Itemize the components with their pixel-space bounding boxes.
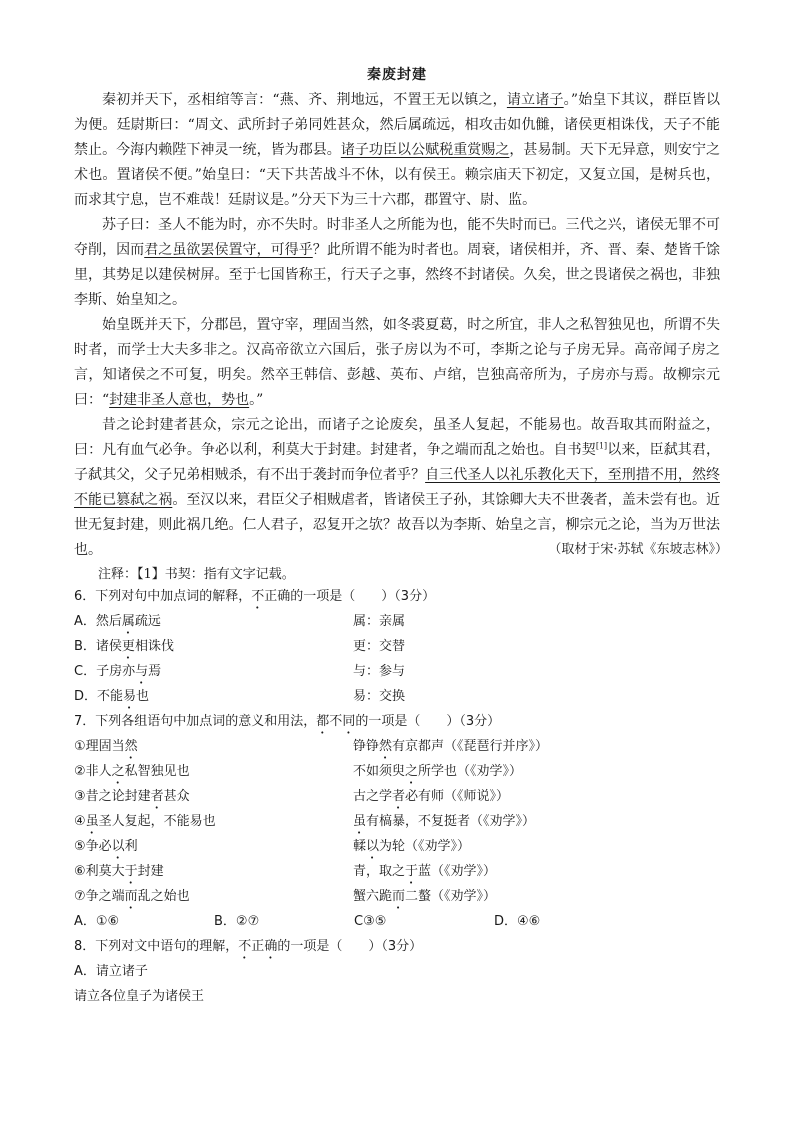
question-6-option (74, 634, 724, 659)
text-run: D．不能 (74, 689, 124, 704)
pair-right (353, 809, 535, 837)
dotted-word: 者 (150, 789, 164, 804)
dotted-word: 更 (121, 639, 135, 654)
text-run: 铮铮 (353, 739, 380, 754)
text-run: B．诸侯 (74, 639, 122, 654)
passage-paragraph (74, 313, 720, 413)
dotted-word: 之 (111, 764, 125, 779)
answer-choice: B．②⑦ (214, 914, 260, 929)
text-run: 的一项是（ ）（3分） (277, 939, 423, 954)
text-run: 为轮（《劝学》） (379, 839, 471, 854)
text-run: 蓝（《劝学》） (418, 864, 497, 879)
underlined-sentence: 自三代圣人以礼乐教化天下，至刑措不用，然终不能已篡弑之祸 (74, 467, 720, 508)
text-run: 相诛伐 (134, 639, 174, 654)
text-run: 古之学 (353, 789, 393, 804)
option-sentence (74, 664, 161, 679)
dotted-word: 不 (238, 939, 252, 954)
text-run: A．然后 (74, 614, 122, 629)
pair-right (353, 834, 470, 862)
question-7-pair (74, 859, 724, 884)
question-8-option-a: A．请立诸子 (74, 964, 148, 979)
text-run: ③昔之论封建 (74, 789, 151, 804)
text-run: 不 (329, 714, 343, 729)
underlined-sentence: 请立诸子 (506, 92, 564, 108)
option-explanation: 更：交替 (353, 639, 406, 654)
underlined-sentence: 封建非圣人意也，势也 (109, 392, 250, 408)
option-explanation: 属：亲属 (353, 614, 406, 629)
text-run: 蟹六跪 (353, 889, 393, 904)
dotted-word: 属 (121, 614, 135, 629)
text-run: 二螯（《劝学》） (405, 889, 497, 904)
underlined-sentence: 君之虽欲罢侯置守，可得乎 (144, 242, 313, 258)
text-run: ①理固当 (74, 739, 125, 754)
question-6-option (74, 609, 724, 634)
pair-left (74, 864, 164, 879)
dotted-word: 以 (111, 839, 125, 854)
passage (74, 88, 720, 563)
text-run: ②非人 (74, 764, 112, 779)
text-run: 6．下列对句中加点词的解释， (74, 589, 252, 604)
footnote: 注释：【1】书契：指有文字记载。 (98, 567, 295, 582)
text-run: ⑥利莫大 (74, 864, 125, 879)
text-run: 所学也（《劝学》） (418, 764, 523, 779)
dotted-word: 于 (124, 864, 138, 879)
text-run: ④ (74, 814, 86, 829)
pair-left (74, 814, 216, 829)
answer-choice: C③⑤ (354, 914, 387, 929)
pair-right (353, 759, 522, 787)
text-run: 有京都声（《琵琶行并序》） (392, 739, 549, 754)
question-6-option (74, 684, 724, 709)
text-run: 昔之论封建者甚众，宗元之论出，而诸子之论废矣，虽圣人复起，不能易也。故吾取其而附益之，曰：凡有血气必争。争必以利，利莫大于封建。封建者，争之端而乱之始也。自书契 (74, 417, 720, 458)
questions (74, 584, 724, 1009)
question-7-pair (74, 734, 724, 759)
dotted-word: 不 (251, 589, 265, 604)
text-run: 甚众 (163, 789, 190, 804)
text-run: 以来，臣弑其君，子弑其父，父子兄弟相贼杀，有不出于袭封而争位者乎？ (74, 442, 720, 483)
text-run: 正确的一项是（ ）（3分） (264, 589, 436, 604)
question-6-option (74, 659, 724, 684)
dotted-word: 虽 (353, 814, 367, 829)
dotted-word: 然 (124, 739, 138, 754)
question-7-stem (74, 709, 724, 734)
question-7-pair (74, 784, 724, 809)
text-run: 不如须臾 (353, 764, 406, 779)
dotted-word: 者 (392, 789, 406, 804)
footnote-marker: [1] (595, 441, 608, 451)
pair-right (353, 859, 496, 887)
text-run: 有槁暴，不复挺者（《劝学》） (366, 814, 536, 829)
question-8-option-a-text: 请立各位皇子为诸侯王 (74, 989, 205, 1004)
text-run: 正 (251, 939, 265, 954)
question-7-choices (74, 909, 724, 934)
passage-title: 秦废封建 (367, 67, 427, 83)
text-run: 疏远 (134, 614, 161, 629)
pair-right (353, 784, 509, 812)
text-run: 也 (136, 689, 150, 704)
question-8-stem (74, 934, 724, 959)
question-7-pair (74, 884, 724, 909)
question-6-stem (74, 584, 724, 609)
text-run: 8．下列对文中语句的理解， (74, 939, 239, 954)
underlined-sentence: 诸子功臣以公赋税重赏赐之 (340, 142, 510, 158)
question-7-pair (74, 834, 724, 859)
pair-left (74, 889, 190, 904)
text-run: 輮 (353, 839, 367, 854)
dotted-word: 都 (316, 714, 330, 729)
text-run: ⑦争之端 (74, 889, 125, 904)
answer-choice: A．①⑥ (74, 914, 120, 929)
dotted-word: 同 (342, 714, 356, 729)
text-run: 7．下列各组语句中加点词的意义和用法， (74, 714, 317, 729)
text-run: 的一项是（ ）（3分） (355, 714, 501, 729)
text-run: ，甚易制。天下无异意，则安宁之术也。置诸侯不便。”始皇曰：“天下共苦战斗不休，以有侯王。赖宗庙天下初定，又复立国，是树兵也，而求其宁息，岂不难哉！廷尉议是。”分天下为三十六郡，郡置守、尉、监。 (74, 142, 721, 208)
dotted-word: 于 (405, 864, 419, 879)
question-7-pair (74, 809, 724, 834)
option-sentence (74, 639, 174, 654)
question-6-options (74, 609, 724, 709)
question-7-pairs (74, 734, 724, 909)
dotted-word: 确 (264, 939, 278, 954)
pair-left (74, 764, 190, 779)
answer-choice: D．④⑥ (494, 914, 541, 929)
text-run: 。至汉以来，君臣父子相贼虐者，皆诸侯王子孙，其馀卿大夫不世袭者，盖未尝有也。近世无复封建，则此祸几绝。仁人君子，忍复开之欤？故吾以为李斯、始皇之言，柳宗元之论，当为万世法也。 (74, 492, 720, 558)
dotted-word: 之 (405, 764, 419, 779)
text-run: 青，取之 (353, 864, 406, 879)
pair-left (74, 739, 138, 754)
text-run: 私智独见也 (124, 764, 190, 779)
option-sentence (74, 689, 149, 704)
pair-left (74, 789, 190, 804)
dotted-word: 以 (366, 839, 380, 854)
passage-source: （取材于宋·苏轼《东坡志林》） (548, 542, 728, 557)
text-run: 圣人复起，不能易也 (98, 814, 216, 829)
text-run: 封建 (137, 864, 164, 879)
text-run: 苏子曰：圣人不能为时，亦不失时。时非圣人之所能为也，能不失时而已。三代之兴，诸侯无罪不可夺削，因而 (74, 217, 720, 258)
text-run: 乱之始也 (137, 889, 190, 904)
passage-paragraph (74, 88, 720, 213)
text-run: C．子房亦 (74, 664, 136, 679)
dotted-word: 与 (135, 664, 149, 679)
dotted-word: 而 (392, 889, 406, 904)
text-run: 始皇既并天下，分郡邑，置守宰，理固当然，如冬裘夏葛，时之所宜，非人之私智独见也，所谓不失时者，而学士大夫多非之。汉高帝欲立六国后，张子房以为不可，李斯之论与子房无异。高帝闻子房之言，知诸侯之不可复，明矣。然卒王韩信、彭越、英布、卢绾，岂独高帝所为，子房亦与焉。故柳宗元曰：“ (74, 317, 720, 408)
text-run: 利 (124, 839, 138, 854)
text-run: 。” (249, 392, 264, 408)
text-run: 秦初并天下，丞相绾等言：“燕、齐、荆地远，不置王无以镇之， (102, 92, 507, 108)
pair-right (353, 884, 496, 912)
text-run: 必有师（《师说》） (405, 789, 510, 804)
text-run: ⑤争必 (74, 839, 112, 854)
dotted-word: 易 (123, 689, 137, 704)
text-run: 焉 (148, 664, 162, 679)
text-run: 。”始皇下其议，群臣皆以为便。廷尉斯曰：“周文、武所封子弟同姓甚众，然后属疏远，相攻击如仇雠，诸侯更相诛伐，天子不能禁止。今海内赖陛下神灵一统，皆为郡县。 (74, 92, 720, 158)
dotted-word: 而 (124, 889, 138, 904)
option-sentence (74, 614, 161, 629)
dotted-word: 虽 (85, 814, 99, 829)
pair-right (353, 734, 548, 762)
pair-left (74, 839, 138, 854)
option-explanation: 易：交换 (353, 689, 406, 704)
option-explanation: 与：参与 (353, 664, 406, 679)
passage-paragraph (74, 213, 720, 313)
text-run: ？此所谓不能为时者也。周衰，诸侯相并，齐、晋、秦、楚皆千馀里，其势足以建侯树屏。至于七国皆称王，行天子之事，然终不封诸侯。久矣，世之畏诸侯之祸也，非独李斯、始皇知之。 (74, 242, 721, 308)
dotted-word: 然 (379, 739, 393, 754)
question-7-pair (74, 759, 724, 784)
